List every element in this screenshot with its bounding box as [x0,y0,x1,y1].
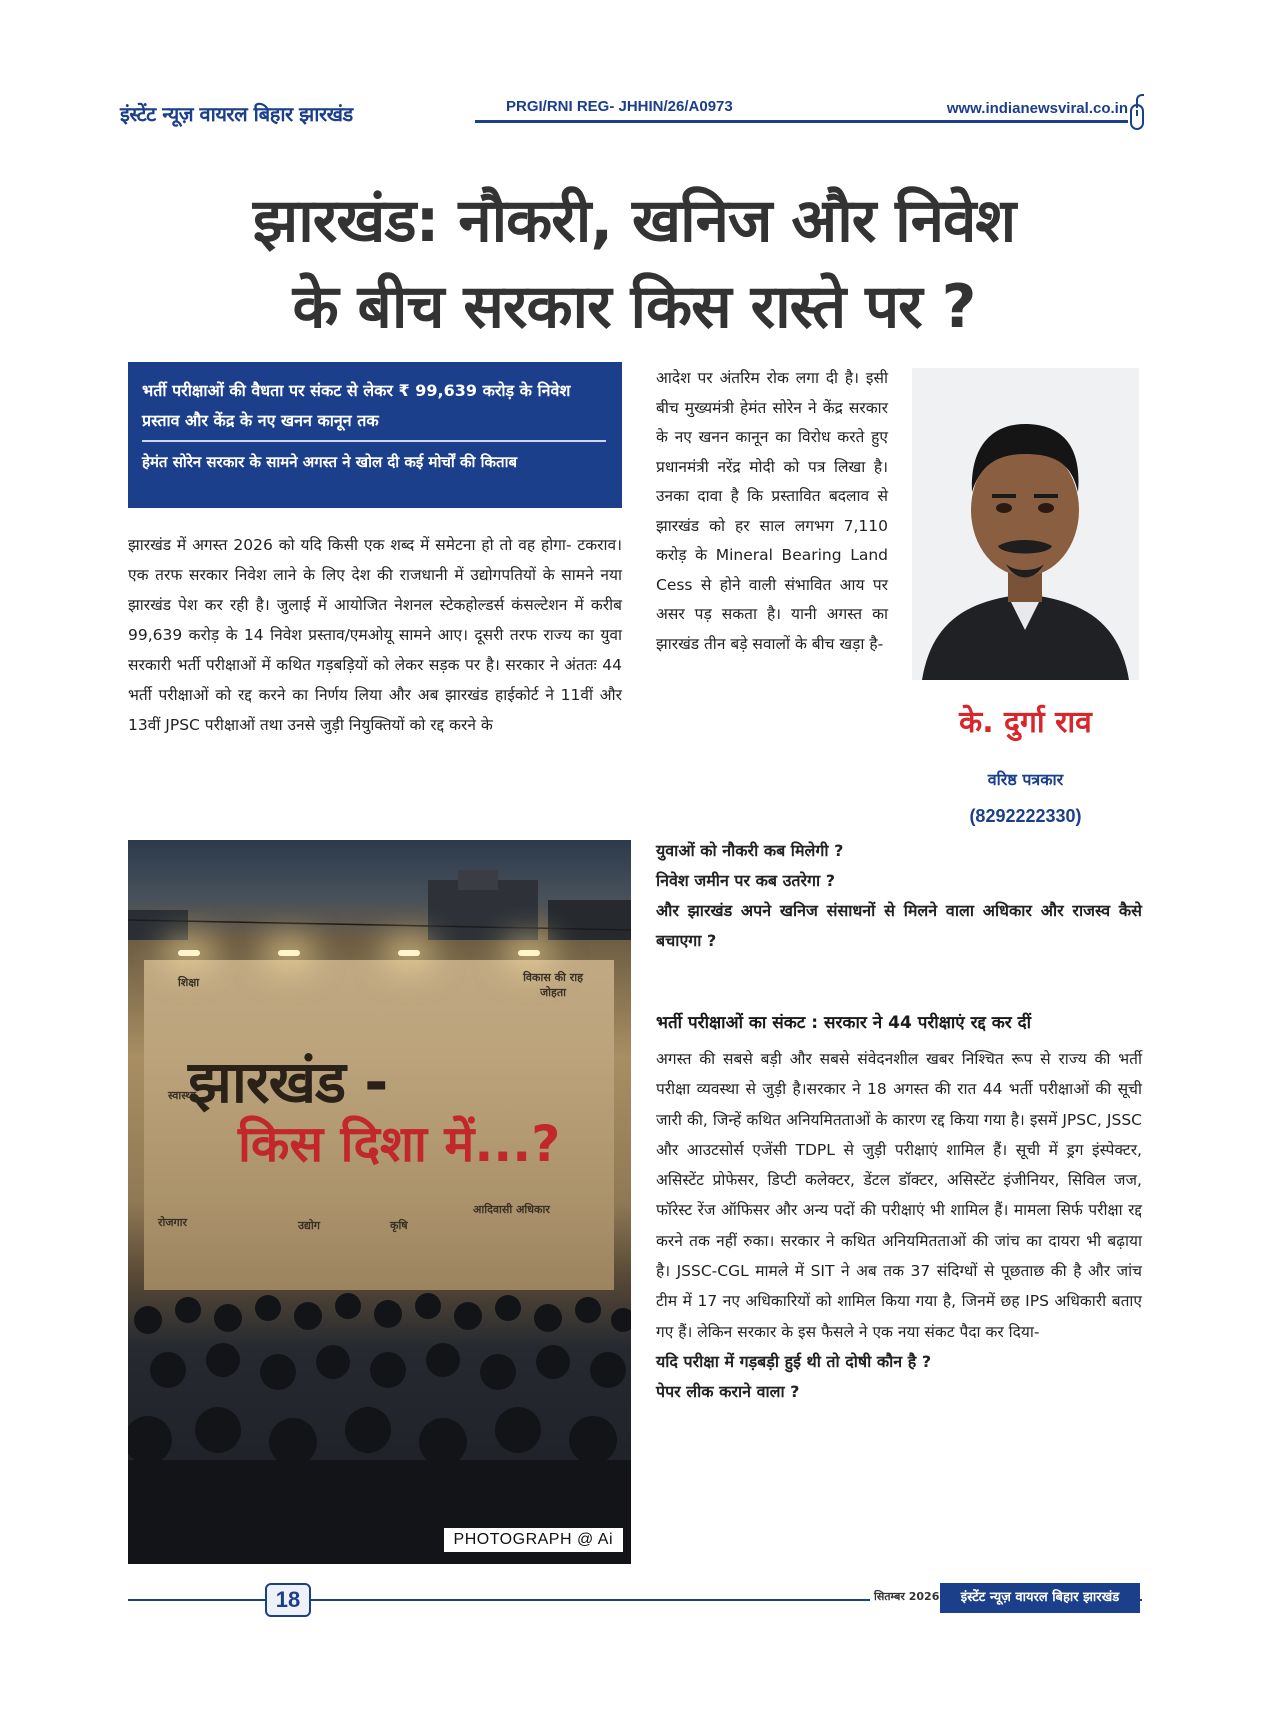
question-item: निवेश जमीन पर कब उतरेगा ? [656,871,836,890]
summary-deck [128,362,622,508]
body-middle-column: आदेश पर अंतरिम रोक लगा दी है। इसी बीच मुख्यमंत्री हेमंत सोरेन ने केंद्र सरकार के नए खनन कानून का विरोध करते हुए प्रधानमंत्री नरेंद्र मोदी को पत्र लिखा है। उनका दावा है कि प्रस्तावित बदलाव से झारखंड को हर साल लगभग 7,110 करोड़ के Mineral Bearing Land Cess से होने वाली संभावित आय पर असर पड़ सकता है। यानी अगस्त का झारखंड तीन बड़े सवालों के बीच खड़ा है- [656,369,888,653]
body-left-column: झारखंड में अगस्त 2026 को यदि किसी एक शब्द में समेटना हो तो वह होगा- टकराव। एक तरफ सरकार निवेश लाने के लिए देश की राजधानी में उद्योगपतियों के सामने नया झारखंड पेश कर रही है। जुलाई में आयोजित नेशनल स्टेकहोल्डर्स कंसल्टेशन में करीब 99,639 करोड़ के 14 निवेश प्रस्ताव/एमओयू सामने आए। दूसरी तरफ राज्य का युवा सरकारी भर्ती परीक्षाओं में कथित गड़बड़ियों को लेकर सड़क पर है। सरकार ने अंततः 44 भर्ती परीक्षाओं को रद्द करने का निर्णय लिया और अब झारखंड हाईकोर्ट ने 11वीं और 13वीं JPSC परीक्षाओं तथा उनसे जुड़ी नियुक्तियों को रद्द करने के [128,536,622,734]
rooftops-icon [128,870,631,940]
mural-label: कृषि [390,1219,408,1232]
deck-line-1: भर्ती परीक्षाओं की वैधता पर संकट से लेकर ₹ 99,639 करोड़ के निवेश प्रस्ताव और केंद्र के नए खनन कानून तक [142,381,571,430]
key-questions [656,836,1142,956]
author-portrait-icon [912,368,1139,680]
issue-date: सितम्बर 2026 [870,1589,943,1604]
mural-label: आदिवासी अधिकार [473,1203,550,1216]
lamp-icon [278,950,300,956]
author-phone: (8292222330) [969,806,1082,826]
author-role: वरिष्ठ पत्रकार [987,770,1064,789]
mural-label: रोजगार [158,1216,188,1229]
section-body [656,1044,1142,1407]
header-rule [475,120,1128,123]
section-paragraph: अगस्त की सबसे बड़ी और सबसे संवेदनशील खबर निश्चित रूप से राज्य की भर्ती परीक्षा व्यवस्था से जुड़ी है।सरकार ने 18 अगस्त की रात 44 भर्ती परीक्षाओं की सूची जारी की, जिन्हें कथित अनियमितताओं के कारण रद्द किया गया है। इसमें JPSC, JSSC और आउटसोर्स एजेंसी TDPL से जुड़ी परीक्षाएं शामिल हैं। सूची में ड्रग इंस्पेक्टर, असिस्टेंट प्रोफेसर, डिप्टी कलेक्टर, डेंटल डॉक्टर, असिस्टेंट इंजीनियर, सिविल जज, फॉरेस्ट रेंज ऑफिसर और अन्य पदों की परीक्षाएं भी शामिल हैं। मामला सिर्फ परीक्षा रद्द करने तक नहीं रुका। सरकार ने कथित अनियमितताओं की जांच का दायरा भी बढ़ाया है। JSSC-CGL मामले में SIT ने अब तक 37 संदिग्धों से पूछताछ की है और जांच टीम में 17 नए अधिकारियों को शामिल किया गया है, जिनमें छह IPS अधिकारी बताए गए हैं। लेकिन सरकार के इस फैसले ने एक नया संकट पैदा कर दिया- [656,1050,1142,1341]
headline-line-1: झारखंड: नौकरी, खनिज और निवेश [252,186,1016,256]
registration-number: PRGI/RNI REG- JHHIN/26/A0973 [500,98,739,115]
deck-divider [142,440,606,442]
question-item: और झारखंड अपने खनिज संसाधनों से मिलने वाला अधिकार और राजस्व कैसे बचाएगा ? [656,901,1142,950]
author-photo [912,368,1139,680]
lamp-icon [398,950,420,956]
headline-line-2: के बीच सरकार किस रास्ते पर ? [292,272,976,342]
section-heading: भर्ती परीक्षाओं का संकट : सरकार ने 44 परीक्षाएं रद्द कर दीं [656,1013,1032,1033]
question-item: युवाओं को नौकरी कब मिलेगी ? [656,841,844,860]
mural-label: स्वास्थ्य [168,1089,196,1102]
mural-label: शिक्षा [178,976,200,989]
publication-brand: इंस्टेंट न्यूज़ वायरल बिहार झारखंड [120,102,353,126]
footer-brand: इंस्टेंट न्यूज़ वायरल बिहार झारखंड [940,1583,1140,1613]
website-link[interactable]: www.indianewsviral.co.in [941,100,1128,117]
mouse-icon [1130,104,1144,130]
author-name: के. दुर्गा राव [959,705,1092,740]
poster-subtitle: किस दिशा में...? [238,1115,561,1173]
section-question: यदि परीक्षा में गड़बड़ी हुई थी तो दोषी कौन है ? [656,1351,932,1371]
mural-label: विकास की राह जोहता [523,971,583,999]
page-number: 18 [265,1583,311,1617]
photo-credit: PHOTOGRAPH @ Ai [444,1528,623,1552]
mural-label: उद्योग [298,1219,320,1232]
deck-line-2: हेमंत सोरेन सरकार के सामने अगस्त ने खोल दी कई मोर्चों की किताब [142,453,518,471]
crowd-icon [128,1280,631,1564]
poster-title: झारखंड - [188,1048,388,1116]
headline [130,178,1138,350]
lamp-icon [518,950,540,956]
lamp-icon [178,950,200,956]
ai-poster-image [128,840,631,1564]
section-question: पेपर लीक कराने वाला ? [656,1381,800,1401]
